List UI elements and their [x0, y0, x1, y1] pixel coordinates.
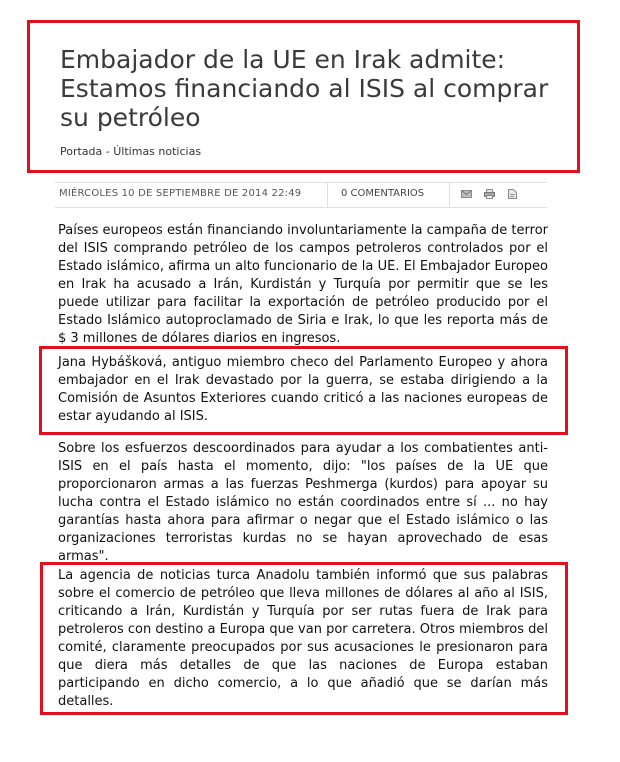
- breadcrumb-section-link[interactable]: Últimas noticias: [113, 145, 202, 158]
- pdf-icon[interactable]: [507, 189, 518, 199]
- article-paragraph: La agencia de noticias turca Anadolu también informó que sus palabras sobre el comercio de petróleo que lleva millones de dólares al año al ISIS, criticando a Irán, Kurdistán y Turquía por ser rutas fuera de Irak para petroleros con destino a Europa que van por carretera. Otros miembros del comité, claramente preocupados por sus acusaciones le presionaron para que diera más detalles de que las naciones de Europa estaban participando en dicho comercio, a lo que añadió que se darían más detalles.: [58, 568, 548, 709]
- share-tools: [461, 189, 518, 199]
- breadcrumb-separator: -: [102, 145, 114, 158]
- meta-divider: [327, 183, 328, 207]
- email-icon[interactable]: [461, 189, 472, 199]
- meta-divider: [449, 183, 450, 207]
- article-paragraph: Jana Hybášková, antiguo miembro checo del Parlamento Europeo y ahora embajador en el Irak devastado por la guerra, se estaba dirigiendo a la Comisión de Asuntos Exteriores cuando criticó a las naciones europeas de estar ayudando al ISIS.: [58, 355, 548, 424]
- publish-date: MIÉRCOLES 10 DE SEPTIEMBRE DE 2014 22:49: [59, 188, 302, 199]
- breadcrumb: [60, 145, 201, 158]
- comments-link[interactable]: 0 COMENTARIOS: [341, 188, 425, 199]
- print-icon[interactable]: [484, 189, 495, 199]
- article-meta-bar: [55, 182, 547, 208]
- breadcrumb-home-link[interactable]: Portada: [60, 145, 103, 158]
- article-paragraph: Sobre los esfuerzos descoordinados para ayudar a los combatientes anti-ISIS en el país hasta el momento, dijo: "los países de la UE que proporcionaron armas a las fuerzas Peshmerga (kurdos) para apoyar su lucha contra el Estado islámico no están coordinados entre sí ... no hay garantías hasta ahora para afirmar o negar que el Estado islámico o las organizaciones terroristas kurdas no se hayan aprovechado de esas armas".: [58, 441, 548, 564]
- article-title: Embajador de la UE en Irak admite: Estamos financiando al ISIS al comprar su petróleo: [60, 45, 549, 132]
- article-paragraph: Países europeos están financiando involuntariamente la campaña de terror del ISIS comprando petróleo de los campos petroleros controlados por el Estado islámico, afirma un alto funcionario de la UE. El Embajador Europeo en Irak ha acusado a Irán, Kurdistán y Turquía por permitir que se les puede utilizar para facilitar la exportación de petróleo producido por el Estado Islámico autoproclamado de Siria e Irak, lo que les reporta más de $ 3 millones de dólares diarios en ingresos.: [58, 223, 548, 346]
